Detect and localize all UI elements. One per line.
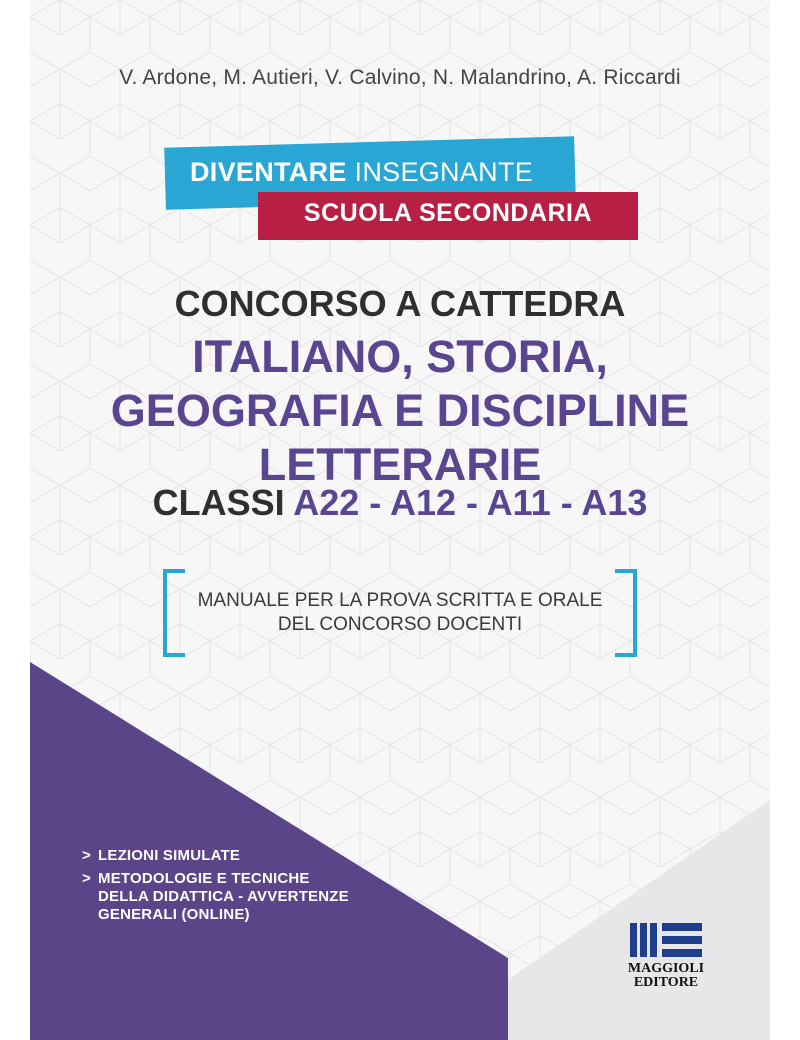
- classes-codes: A22 - A12 - A11 - A13: [293, 482, 648, 523]
- series-name-light: INSEGNANTE: [354, 157, 534, 187]
- chevron-right-icon: >: [82, 847, 91, 864]
- series-level: SCUOLA SECONDARIA: [303, 199, 593, 227]
- kicker-heading: CONCORSO A CATTEDRA: [174, 283, 626, 324]
- subtitle-line: MANUALE PER LA PROVA SCRITTA E ORALE: [197, 590, 603, 611]
- authors-line: V. Ardone, M. Autieri, V. Calvino, N. Malandrino, A. Riccardi: [119, 66, 681, 89]
- publisher-line: EDITORE: [633, 975, 699, 990]
- chevron-right-icon: >: [82, 870, 91, 887]
- feature-item: [70, 847, 370, 865]
- feature-line: GENERALI (ONLINE): [98, 906, 250, 923]
- feature-list: [70, 847, 370, 929]
- series-name-bold: DIVENTARE: [190, 157, 347, 187]
- classes-prefix: CLASSI: [152, 482, 285, 523]
- feature-line: LEZIONI SIMULATE: [98, 847, 241, 864]
- publisher-name: [626, 962, 706, 990]
- publisher-logo: [626, 921, 706, 990]
- title-line: ITALIANO, STORIA,: [192, 331, 608, 382]
- feature-line: METODOLOGIE E TECNICHE: [98, 870, 310, 887]
- feature-line: DELLA DIDATTICA - AVVERTENZE: [98, 888, 349, 905]
- maggioli-logo-icon: [626, 921, 706, 959]
- publisher-line: MAGGIOLI: [627, 961, 705, 976]
- title-line: LETTERARIE: [258, 439, 542, 490]
- subtitle-line: DEL CONCORSO DOCENTI: [277, 614, 523, 635]
- book-cover: [30, 0, 770, 1040]
- title-line: GEOGRAFIA E DISCIPLINE: [110, 385, 690, 436]
- feature-item: [70, 870, 370, 924]
